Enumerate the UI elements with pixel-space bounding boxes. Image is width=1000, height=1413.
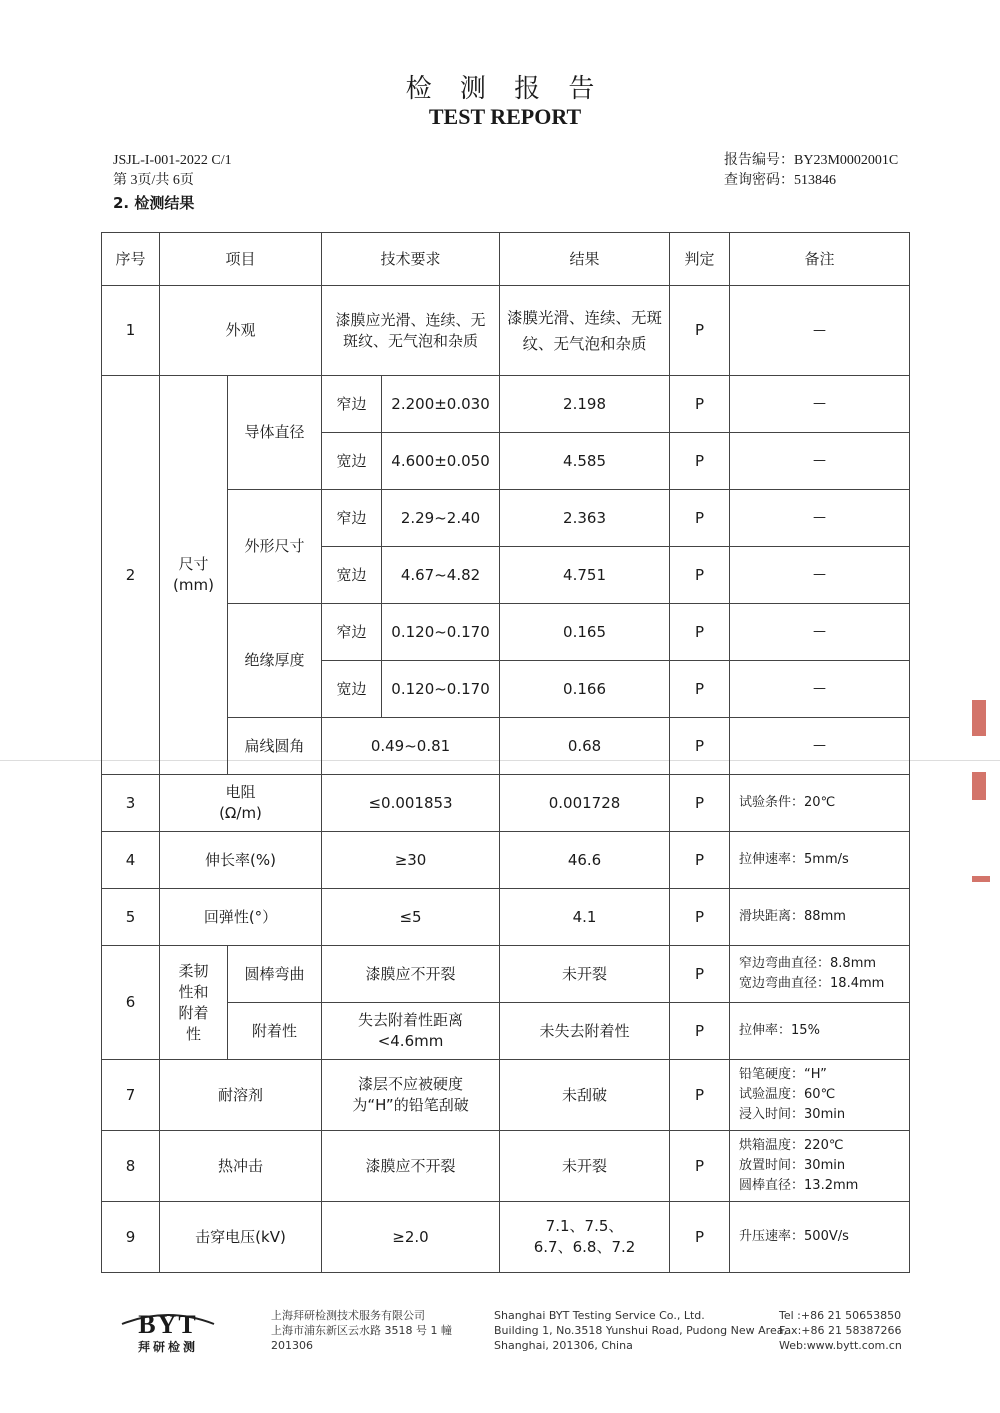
row-judgement: P (670, 604, 730, 661)
dimension-label: 尺寸 (178, 555, 209, 573)
row-item: 热冲击 (160, 1131, 322, 1202)
row-remark: — (730, 286, 910, 376)
page-info: 第 3页/共 6页 (113, 173, 194, 188)
row-result (500, 1202, 670, 1273)
row-remark: 拉伸率：15% (730, 1003, 910, 1060)
row-requirement: ≥30 (322, 832, 500, 889)
remark-line: 宽边弯曲直径：18.4mm (739, 976, 885, 991)
remark-line: 试验温度：60℃ (739, 1087, 836, 1102)
row-remark: — (730, 547, 910, 604)
remark-line: 烘箱温度：220℃ (739, 1138, 844, 1153)
header-requirement: 技术要求 (322, 233, 500, 286)
row-requirement: 0.120~0.170 (382, 661, 500, 718)
row-no: 3 (102, 775, 160, 832)
row-remark (730, 1131, 910, 1202)
report-title-cn: 检 测 报 告 (405, 74, 605, 104)
row-result: 未开裂 (500, 946, 670, 1003)
row-no: 5 (102, 889, 160, 946)
header-judgement: 判定 (670, 233, 730, 286)
row-remark: — (730, 661, 910, 718)
address-cn: 上海市浦东新区云水路 3518 号 1 幢 (271, 1324, 452, 1337)
row-result: 0.001728 (500, 775, 670, 832)
seal-fragment (972, 876, 990, 882)
row-requirement: 4.600±0.050 (382, 433, 500, 490)
row-result: 2.363 (500, 490, 670, 547)
seal-fragment (972, 700, 986, 736)
doc-meta-left (113, 151, 232, 191)
side-label: 宽边 (322, 661, 382, 718)
row-remark (730, 1060, 910, 1131)
side-label: 宽边 (322, 433, 382, 490)
side-label: 窄边 (322, 604, 382, 661)
sub-item-corner: 扁线圆角 (228, 718, 322, 775)
header-result: 结果 (500, 233, 670, 286)
side-label: 窄边 (322, 490, 382, 547)
table-row (102, 889, 910, 946)
row-requirement: 漆膜应光滑、连续、无斑纹、无气泡和杂质 (322, 286, 500, 376)
row-requirement: 4.67~4.82 (382, 547, 500, 604)
row-result: 4.1 (500, 889, 670, 946)
row-result: 4.751 (500, 547, 670, 604)
table-row (102, 775, 910, 832)
row-judgement: P (670, 775, 730, 832)
row-remark: — (730, 376, 910, 433)
table-row (102, 832, 910, 889)
resistance-unit: (Ω/m) (219, 804, 262, 822)
seal-fragment (972, 772, 986, 800)
row-judgement: P (670, 1003, 730, 1060)
table-row (102, 946, 910, 1003)
row-result: 4.585 (500, 433, 670, 490)
row-item (160, 376, 228, 775)
row-requirement: 2.29~2.40 (382, 490, 500, 547)
row-requirement: ≤5 (322, 889, 500, 946)
row-item: 伸长率(%) (160, 832, 322, 889)
row-judgement: P (670, 286, 730, 376)
row-judgement: P (670, 889, 730, 946)
row-result: 未失去附着性 (500, 1003, 670, 1060)
logo-text: BYT (138, 1310, 198, 1339)
report-title-en: TEST REPORT (428, 104, 582, 129)
row-judgement: P (670, 661, 730, 718)
company-name-cn: 上海拜研检测技术服务有限公司 (271, 1309, 425, 1322)
row-result: 0.166 (500, 661, 670, 718)
footer-cn-address (271, 1308, 452, 1353)
row-requirement: ≤0.001853 (322, 775, 500, 832)
sub-item-insulation: 绝缘厚度 (228, 604, 322, 718)
row-item: 耐溶剂 (160, 1060, 322, 1131)
remark-line: 浸入时间：30min (739, 1107, 846, 1122)
telephone: Tel :+86 21 50653850 (779, 1309, 902, 1322)
remark-line: 放置时间：30min (739, 1158, 846, 1173)
remark-line: 圆棒直径：13.2mm (739, 1178, 859, 1193)
row-item: 回弹性(°） (160, 889, 322, 946)
section-title: 2. 检测结果 (113, 194, 195, 212)
row-item: 击穿电压(kV) (160, 1202, 322, 1273)
row-requirement: 漆膜应不开裂 (322, 946, 500, 1003)
city-en: Shanghai, 201306, China (494, 1339, 633, 1352)
website: Web:www.bytt.com.cn (779, 1339, 902, 1352)
sub-item-rod-bend: 圆棒弯曲 (228, 946, 322, 1003)
table-row (102, 286, 910, 376)
row-judgement: P (670, 946, 730, 1003)
row-no: 6 (102, 946, 160, 1060)
row-no: 8 (102, 1131, 160, 1202)
row-item (160, 775, 322, 832)
table-row (102, 1060, 910, 1131)
row-remark: 拉伸速率：5mm/s (730, 832, 910, 889)
row-result: 0.68 (500, 718, 670, 775)
row-remark: — (730, 490, 910, 547)
remark-line: 窄边弯曲直径：8.8mm (739, 956, 877, 971)
logo-subtitle: 拜研检测 (137, 1340, 198, 1354)
row-no: 7 (102, 1060, 160, 1131)
row-judgement: P (670, 1131, 730, 1202)
footer-en-address (494, 1308, 787, 1353)
row-remark: 升压速率：500V/s (730, 1202, 910, 1273)
row-remark: — (730, 433, 910, 490)
row-judgement: P (670, 718, 730, 775)
row-judgement: P (670, 1060, 730, 1131)
query-code: 查询密码：513846 (724, 173, 836, 188)
row-judgement: P (670, 832, 730, 889)
side-label: 宽边 (322, 547, 382, 604)
row-remark (730, 946, 910, 1003)
row-remark: — (730, 604, 910, 661)
row-remark: 试验条件：20℃ (730, 775, 910, 832)
row-no: 1 (102, 286, 160, 376)
row-requirement: ≥2.0 (322, 1202, 500, 1273)
row-remark: — (730, 718, 910, 775)
row-requirement: 漆层不应被硬度为“H”的铅笔刮破 (322, 1060, 500, 1131)
fax: Fax:+86 21 58387266 (779, 1324, 902, 1337)
result-line: 6.7、6.8、7.2 (533, 1238, 636, 1256)
row-item: 外观 (160, 286, 322, 376)
table-row (102, 376, 910, 433)
row-judgement: P (670, 433, 730, 490)
row-result: 2.198 (500, 376, 670, 433)
header-item: 项目 (160, 233, 322, 286)
sub-item-outline: 外形尺寸 (228, 490, 322, 604)
header-no: 序号 (102, 233, 160, 286)
header-remark: 备注 (730, 233, 910, 286)
row-no: 4 (102, 832, 160, 889)
address-en: Building 1, No.3518 Yunshui Road, Pudong New Area, (494, 1324, 787, 1337)
company-logo (120, 1306, 216, 1354)
table-row (102, 1131, 910, 1202)
remark-line: 铅笔硬度：“H” (739, 1067, 827, 1082)
row-requirement: 漆膜应不开裂 (322, 1131, 500, 1202)
sub-item-conductor: 导体直径 (228, 376, 322, 490)
row-result: 0.165 (500, 604, 670, 661)
row-judgement: P (670, 376, 730, 433)
row-judgement: P (670, 1202, 730, 1273)
row-no: 2 (102, 376, 160, 775)
doc-code: JSJL-I-001-2022 C/1 (113, 153, 232, 168)
sub-item-adhesion: 附着性 (228, 1003, 322, 1060)
results-table (101, 232, 910, 1273)
doc-meta-right (724, 151, 898, 191)
row-no: 9 (102, 1202, 160, 1273)
result-line: 7.1、7.5、 (545, 1217, 624, 1235)
table-header-row (102, 233, 910, 286)
company-name-en: Shanghai BYT Testing Service Co., Ltd. (494, 1309, 705, 1322)
side-label: 窄边 (322, 376, 382, 433)
row-judgement: P (670, 547, 730, 604)
row-requirement: 0.120~0.170 (382, 604, 500, 661)
report-number: 报告编号：BY23M0002001C (724, 153, 899, 168)
resistance-label: 电阻 (225, 783, 256, 801)
row-item: 柔韧性和附着性 (160, 946, 228, 1060)
row-requirement: 失去附着性距离<4.6mm (322, 1003, 500, 1060)
row-remark: 滑块距离：88mm (730, 889, 910, 946)
row-result: 漆膜光滑、连续、无斑纹、无气泡和杂质 (500, 286, 670, 376)
row-result: 未刮破 (500, 1060, 670, 1131)
row-judgement: P (670, 490, 730, 547)
postcode-cn: 201306 (271, 1339, 313, 1352)
row-requirement: 0.49~0.81 (322, 718, 500, 775)
row-requirement: 2.200±0.030 (382, 376, 500, 433)
dimension-unit: (mm) (173, 576, 214, 594)
row-result: 未开裂 (500, 1131, 670, 1202)
footer-contact (779, 1308, 902, 1353)
row-result: 46.6 (500, 832, 670, 889)
table-row (102, 1202, 910, 1273)
